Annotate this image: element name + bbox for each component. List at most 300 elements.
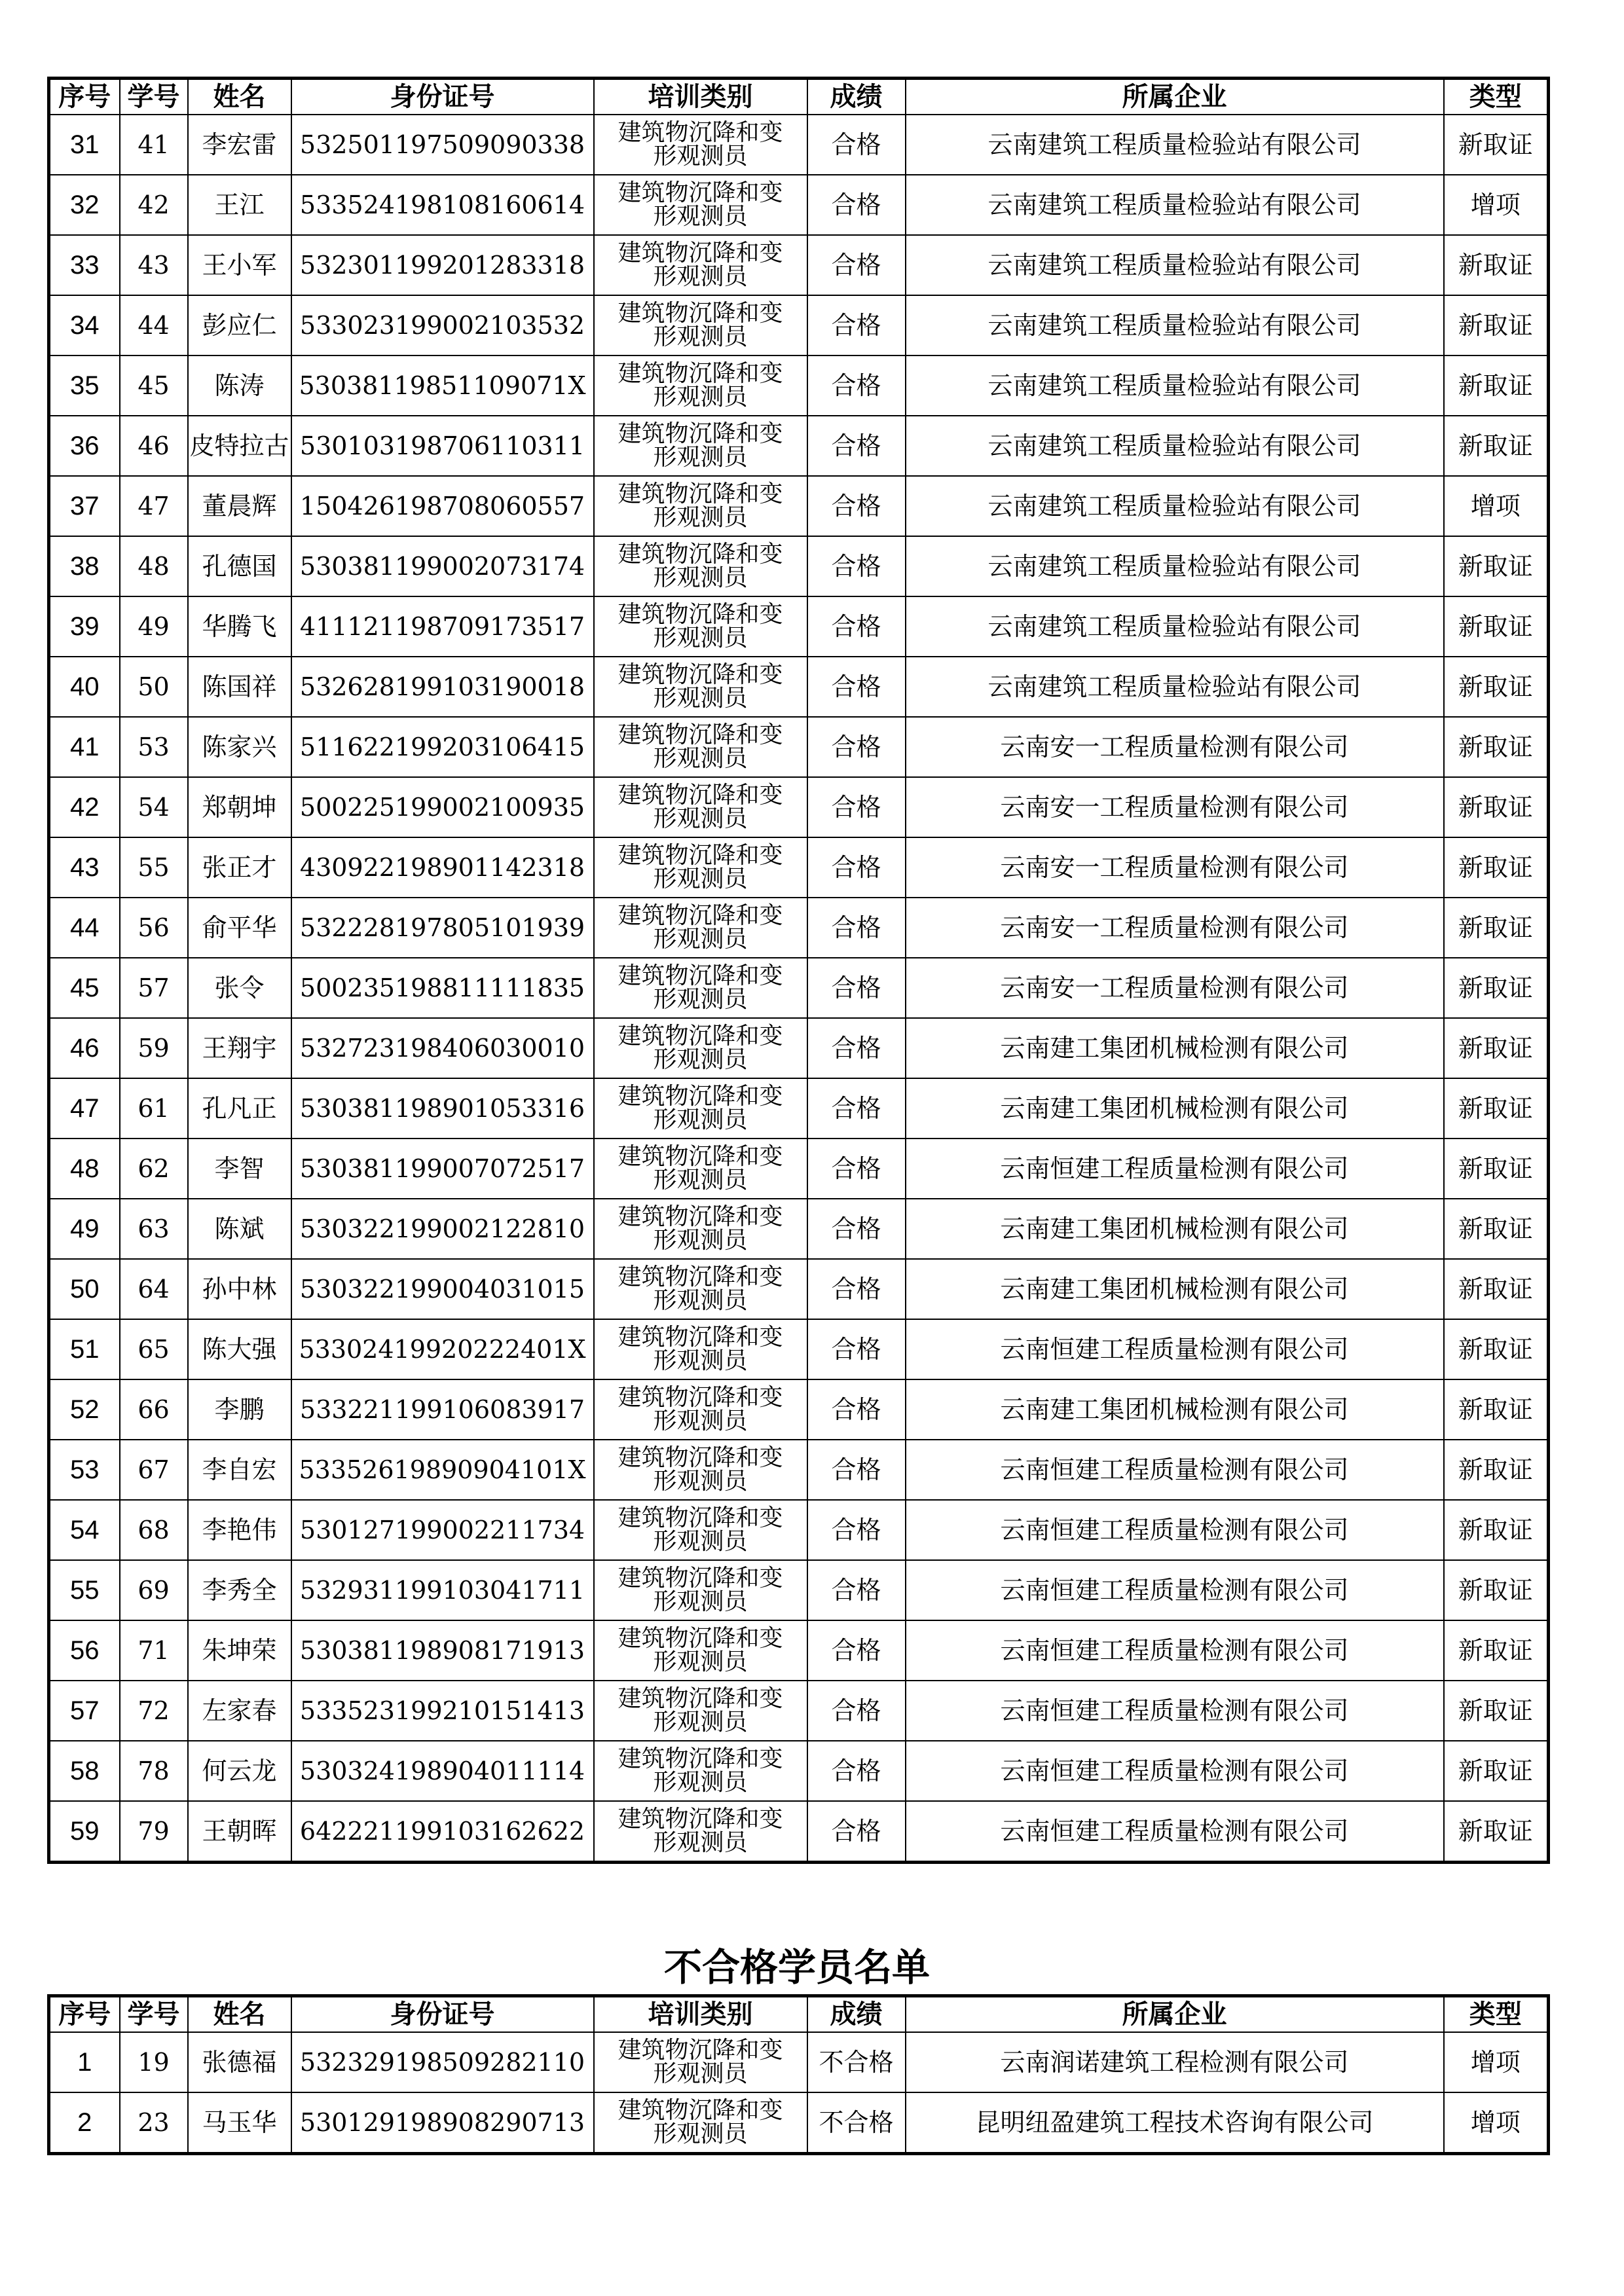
cell-training-category (594, 2092, 807, 2154)
cell-training-category (594, 1741, 807, 1801)
cell-result: 合格 (807, 717, 906, 777)
cell-seq: 36 (49, 416, 120, 476)
table-row (49, 2032, 1549, 2092)
cell-student-no: 79 (120, 1801, 188, 1863)
category-line-1: 建筑物沉降和变 (618, 481, 783, 507)
cell-type: 新取证 (1444, 1440, 1549, 1500)
cell-type: 增项 (1444, 175, 1549, 235)
cell-type: 新取证 (1444, 958, 1549, 1018)
cell-result: 合格 (807, 295, 906, 355)
cell-type: 新取证 (1444, 1620, 1549, 1681)
table-row (49, 416, 1549, 476)
category-line-2: 形观测员 (653, 504, 748, 531)
cell-result: 合格 (807, 536, 906, 596)
cell-result: 合格 (807, 1620, 906, 1681)
cell-student-no: 47 (120, 476, 188, 536)
cell-id-number: 511622199203106415 (291, 717, 594, 777)
cell-seq: 55 (49, 1560, 120, 1620)
cell-result: 合格 (807, 1199, 906, 1259)
cell-id-number: 53302419920222401X (291, 1319, 594, 1379)
cell-company: 云南恒建工程质量检测有限公司 (906, 1319, 1444, 1379)
cell-seq: 46 (49, 1018, 120, 1078)
cell-id-number: 530322199002122810 (291, 1199, 594, 1259)
category-line-1: 建筑物沉降和变 (618, 1324, 783, 1351)
cell-id-number: 411121198709173517 (291, 596, 594, 657)
cell-id-number: 533023199002103532 (291, 295, 594, 355)
cell-type: 新取证 (1444, 295, 1549, 355)
cell-id-number: 530381198901053316 (291, 1078, 594, 1139)
cell-id-number: 642221199103162622 (291, 1801, 594, 1863)
cell-result: 合格 (807, 175, 906, 235)
cell-seq: 32 (49, 175, 120, 235)
cell-result: 合格 (807, 1560, 906, 1620)
header-result: 成绩 (807, 79, 906, 115)
cell-type: 新取证 (1444, 717, 1549, 777)
cell-result: 合格 (807, 1018, 906, 1078)
category-line-1: 建筑物沉降和变 (618, 1625, 783, 1652)
table-row (49, 1139, 1549, 1199)
table-row (49, 958, 1549, 1018)
passed-rows (49, 115, 1549, 1863)
cell-seq: 50 (49, 1259, 120, 1319)
header-type: 类型 (1444, 79, 1549, 115)
cell-name: 陈涛 (188, 355, 291, 416)
table-row (49, 1018, 1549, 1078)
table-row (49, 657, 1549, 717)
category-line-2: 形观测员 (653, 2060, 748, 2087)
cell-name: 张正才 (188, 837, 291, 898)
table-header-row (49, 1996, 1549, 2033)
cell-id-number: 532723198406030010 (291, 1018, 594, 1078)
cell-student-no: 68 (120, 1500, 188, 1560)
cell-student-no: 61 (120, 1078, 188, 1139)
category-line-2: 形观测员 (653, 1347, 748, 1374)
cell-training-category (594, 175, 807, 235)
failed-students-table (47, 1994, 1550, 2155)
table-row (49, 355, 1549, 416)
cell-name: 李鹏 (188, 1379, 291, 1440)
cell-student-no: 41 (120, 115, 188, 175)
cell-result: 合格 (807, 1681, 906, 1741)
cell-name: 孙中林 (188, 1259, 291, 1319)
table-row (49, 1440, 1549, 1500)
cell-result: 合格 (807, 657, 906, 717)
category-line-1: 建筑物沉降和变 (618, 782, 783, 809)
category-line-1: 建筑物沉降和变 (618, 1504, 783, 1531)
cell-type: 新取证 (1444, 1801, 1549, 1863)
category-line-1: 建筑物沉降和变 (618, 119, 783, 146)
cell-id-number: 532301199201283318 (291, 235, 594, 295)
category-line-1: 建筑物沉降和变 (618, 661, 783, 688)
table-row (49, 235, 1549, 295)
table-row (49, 777, 1549, 837)
cell-company: 云南建筑工程质量检验站有限公司 (906, 295, 1444, 355)
category-line-2: 形观测员 (653, 1227, 748, 1254)
category-line-1: 建筑物沉降和变 (618, 2037, 783, 2064)
cell-company: 云南恒建工程质量检测有限公司 (906, 1139, 1444, 1199)
table-row (49, 536, 1549, 596)
cell-name: 陈国祥 (188, 657, 291, 717)
category-line-1: 建筑物沉降和变 (618, 360, 783, 387)
cell-type: 新取证 (1444, 1319, 1549, 1379)
cell-seq: 47 (49, 1078, 120, 1139)
cell-result: 合格 (807, 1139, 906, 1199)
cell-type: 增项 (1444, 2032, 1549, 2092)
cell-student-no: 42 (120, 175, 188, 235)
cell-id-number: 532931199103041711 (291, 1560, 594, 1620)
category-line-2: 形观测员 (653, 564, 748, 591)
cell-student-no: 71 (120, 1620, 188, 1681)
cell-result: 合格 (807, 596, 906, 657)
cell-result: 合格 (807, 115, 906, 175)
header-id-number: 身份证号 (291, 1996, 594, 2033)
cell-training-category (594, 1620, 807, 1681)
cell-name: 何云龙 (188, 1741, 291, 1801)
cell-company: 云南建筑工程质量检验站有限公司 (906, 115, 1444, 175)
cell-company: 云南建工集团机械检测有限公司 (906, 1259, 1444, 1319)
cell-name: 马玉华 (188, 2092, 291, 2154)
category-line-2: 形观测员 (653, 1709, 748, 1736)
category-line-1: 建筑物沉降和变 (618, 962, 783, 989)
cell-seq: 40 (49, 657, 120, 717)
cell-seq: 58 (49, 1741, 120, 1801)
cell-training-category (594, 1560, 807, 1620)
category-line-2: 形观测员 (653, 143, 748, 170)
cell-id-number: 530129198908290713 (291, 2092, 594, 2154)
table-row (49, 175, 1549, 235)
cell-seq: 41 (49, 717, 120, 777)
cell-id-number: 530381198908171913 (291, 1620, 594, 1681)
category-line-2: 形观测员 (653, 323, 748, 350)
cell-student-no: 54 (120, 777, 188, 837)
cell-student-no: 63 (120, 1199, 188, 1259)
category-line-1: 建筑物沉降和变 (618, 1264, 783, 1290)
cell-name: 陈斌 (188, 1199, 291, 1259)
cell-id-number: 500225199002100935 (291, 777, 594, 837)
category-line-2: 形观测员 (653, 1408, 748, 1434)
cell-name: 李秀全 (188, 1560, 291, 1620)
category-line-2: 形观测员 (653, 1528, 748, 1555)
cell-result: 合格 (807, 777, 906, 837)
cell-result: 合格 (807, 1440, 906, 1500)
category-line-1: 建筑物沉降和变 (618, 541, 783, 568)
cell-seq: 57 (49, 1681, 120, 1741)
header-company: 所属企业 (906, 79, 1444, 115)
cell-training-category (594, 295, 807, 355)
cell-company: 云南安一工程质量检测有限公司 (906, 717, 1444, 777)
header-seq: 序号 (49, 1996, 120, 2033)
cell-seq: 33 (49, 235, 120, 295)
cell-type: 新取证 (1444, 1500, 1549, 1560)
category-line-2: 形观测员 (653, 1046, 748, 1073)
category-line-2: 形观测员 (653, 1106, 748, 1133)
cell-name: 郑朝坤 (188, 777, 291, 837)
table-header-row (49, 79, 1549, 115)
cell-id-number: 533524198108160614 (291, 175, 594, 235)
category-line-1: 建筑物沉降和变 (618, 902, 783, 929)
passed-students-table (47, 77, 1550, 1864)
cell-id-number: 533221199106083917 (291, 1379, 594, 1440)
cell-name: 华腾飞 (188, 596, 291, 657)
category-line-2: 形观测员 (653, 1649, 748, 1675)
cell-seq: 35 (49, 355, 120, 416)
cell-training-category (594, 898, 807, 958)
cell-type: 新取证 (1444, 1139, 1549, 1199)
cell-seq: 59 (49, 1801, 120, 1863)
category-line-2: 形观测员 (653, 203, 748, 230)
cell-seq: 42 (49, 777, 120, 837)
cell-training-category (594, 115, 807, 175)
cell-seq: 45 (49, 958, 120, 1018)
category-line-1: 建筑物沉降和变 (618, 300, 783, 327)
cell-type: 新取证 (1444, 536, 1549, 596)
category-line-1: 建筑物沉降和变 (618, 721, 783, 748)
cell-name: 王朝晖 (188, 1801, 291, 1863)
cell-training-category (594, 657, 807, 717)
cell-type: 新取证 (1444, 837, 1549, 898)
cell-type: 新取证 (1444, 777, 1549, 837)
category-line-2: 形观测员 (653, 1829, 748, 1856)
cell-student-no: 78 (120, 1741, 188, 1801)
cell-name: 张德福 (188, 2032, 291, 2092)
category-line-1: 建筑物沉降和变 (618, 240, 783, 266)
category-line-1: 建筑物沉降和变 (618, 1806, 783, 1832)
category-line-2: 形观测员 (653, 444, 748, 471)
cell-seq: 39 (49, 596, 120, 657)
cell-id-number: 500235198811111835 (291, 958, 594, 1018)
category-line-2: 形观测员 (653, 1167, 748, 1194)
cell-student-no: 56 (120, 898, 188, 958)
cell-name: 俞平华 (188, 898, 291, 958)
cell-company: 云南恒建工程质量检测有限公司 (906, 1620, 1444, 1681)
cell-seq: 48 (49, 1139, 120, 1199)
cell-type: 新取证 (1444, 115, 1549, 175)
cell-training-category (594, 777, 807, 837)
cell-result: 合格 (807, 898, 906, 958)
cell-name: 孔凡正 (188, 1078, 291, 1139)
cell-training-category (594, 1078, 807, 1139)
cell-training-category (594, 355, 807, 416)
cell-type: 新取证 (1444, 1681, 1549, 1741)
cell-student-no: 62 (120, 1139, 188, 1199)
category-line-1: 建筑物沉降和变 (618, 842, 783, 869)
category-line-1: 建筑物沉降和变 (618, 179, 783, 206)
category-line-2: 形观测员 (653, 866, 748, 892)
cell-student-no: 44 (120, 295, 188, 355)
cell-name: 左家春 (188, 1681, 291, 1741)
cell-training-category (594, 476, 807, 536)
cell-id-number: 532329198509282110 (291, 2032, 594, 2092)
cell-training-category (594, 1379, 807, 1440)
category-line-2: 形观测员 (653, 1769, 748, 1796)
cell-training-category (594, 536, 807, 596)
cell-id-number: 532228197805101939 (291, 898, 594, 958)
header-company: 所属企业 (906, 1996, 1444, 2033)
cell-company: 云南建筑工程质量检验站有限公司 (906, 235, 1444, 295)
table-row (49, 1319, 1549, 1379)
cell-seq: 52 (49, 1379, 120, 1440)
cell-company: 云南安一工程质量检测有限公司 (906, 958, 1444, 1018)
cell-type: 新取证 (1444, 1018, 1549, 1078)
cell-training-category (594, 1018, 807, 1078)
category-line-1: 建筑物沉降和变 (618, 2097, 783, 2124)
cell-type: 新取证 (1444, 1741, 1549, 1801)
cell-result: 合格 (807, 1078, 906, 1139)
category-line-2: 形观测员 (653, 745, 748, 772)
cell-company: 云南建筑工程质量检验站有限公司 (906, 476, 1444, 536)
cell-type: 新取证 (1444, 416, 1549, 476)
table-row (49, 1620, 1549, 1681)
cell-student-no: 59 (120, 1018, 188, 1078)
cell-student-no: 45 (120, 355, 188, 416)
category-line-1: 建筑物沉降和变 (618, 601, 783, 628)
table-row (49, 717, 1549, 777)
cell-result: 不合格 (807, 2032, 906, 2092)
cell-type: 新取证 (1444, 1199, 1549, 1259)
cell-training-category (594, 2032, 807, 2092)
cell-name: 张令 (188, 958, 291, 1018)
table-row (49, 1199, 1549, 1259)
category-line-2: 形观测员 (653, 986, 748, 1013)
cell-result: 合格 (807, 1500, 906, 1560)
cell-company: 云南恒建工程质量检测有限公司 (906, 1681, 1444, 1741)
cell-company: 云南恒建工程质量检测有限公司 (906, 1741, 1444, 1801)
cell-company: 云南恒建工程质量检测有限公司 (906, 1801, 1444, 1863)
table-row (49, 596, 1549, 657)
cell-name: 皮特拉古 (188, 416, 291, 476)
cell-training-category (594, 717, 807, 777)
header-id-number: 身份证号 (291, 79, 594, 115)
cell-seq: 31 (49, 115, 120, 175)
cell-seq: 37 (49, 476, 120, 536)
cell-student-no: 69 (120, 1560, 188, 1620)
cell-seq: 53 (49, 1440, 120, 1500)
header-name: 姓名 (188, 1996, 291, 2033)
cell-name: 孔德国 (188, 536, 291, 596)
cell-company: 云南建工集团机械检测有限公司 (906, 1018, 1444, 1078)
cell-training-category (594, 958, 807, 1018)
cell-company: 云南建工集团机械检测有限公司 (906, 1379, 1444, 1440)
cell-company: 云南建筑工程质量检验站有限公司 (906, 536, 1444, 596)
cell-id-number: 532628199103190018 (291, 657, 594, 717)
category-line-2: 形观测员 (653, 805, 748, 832)
cell-training-category (594, 596, 807, 657)
header-result: 成绩 (807, 1996, 906, 2033)
cell-seq: 34 (49, 295, 120, 355)
cell-result: 合格 (807, 476, 906, 536)
cell-id-number: 53352619890904101X (291, 1440, 594, 1500)
cell-training-category (594, 1801, 807, 1863)
category-line-1: 建筑物沉降和变 (618, 420, 783, 447)
cell-id-number: 533523199210151413 (291, 1681, 594, 1741)
cell-seq: 2 (49, 2092, 120, 2154)
cell-type: 增项 (1444, 2092, 1549, 2154)
category-line-1: 建筑物沉降和变 (618, 1023, 783, 1049)
category-line-1: 建筑物沉降和变 (618, 1384, 783, 1411)
cell-seq: 49 (49, 1199, 120, 1259)
cell-result: 合格 (807, 1319, 906, 1379)
cell-result: 合格 (807, 235, 906, 295)
cell-seq: 38 (49, 536, 120, 596)
cell-company: 云南恒建工程质量检测有限公司 (906, 1440, 1444, 1500)
cell-result: 合格 (807, 1259, 906, 1319)
cell-type: 新取证 (1444, 898, 1549, 958)
table-row (49, 1379, 1549, 1440)
header-type: 类型 (1444, 1996, 1549, 2033)
cell-name: 李艳伟 (188, 1500, 291, 1560)
cell-type: 新取证 (1444, 1259, 1549, 1319)
cell-name: 陈家兴 (188, 717, 291, 777)
header-training-category: 培训类别 (594, 79, 807, 115)
category-line-1: 建筑物沉降和变 (618, 1685, 783, 1712)
cell-student-no: 49 (120, 596, 188, 657)
table-row (49, 1681, 1549, 1741)
cell-type: 新取证 (1444, 1078, 1549, 1139)
category-line-1: 建筑物沉降和变 (618, 1083, 783, 1110)
cell-seq: 54 (49, 1500, 120, 1560)
cell-student-no: 50 (120, 657, 188, 717)
cell-company: 云南建筑工程质量检验站有限公司 (906, 355, 1444, 416)
cell-name: 彭应仁 (188, 295, 291, 355)
cell-result: 不合格 (807, 2092, 906, 2154)
cell-result: 合格 (807, 355, 906, 416)
table-row (49, 1560, 1549, 1620)
cell-seq: 1 (49, 2032, 120, 2092)
category-line-1: 建筑物沉降和变 (618, 1565, 783, 1592)
cell-student-no: 57 (120, 958, 188, 1018)
cell-training-category (594, 1319, 807, 1379)
category-line-1: 建筑物沉降和变 (618, 1745, 783, 1772)
cell-id-number: 430922198901142318 (291, 837, 594, 898)
cell-training-category (594, 1440, 807, 1500)
cell-result: 合格 (807, 1379, 906, 1440)
cell-company: 云南安一工程质量检测有限公司 (906, 898, 1444, 958)
cell-id-number: 530324198904011114 (291, 1741, 594, 1801)
cell-result: 合格 (807, 1741, 906, 1801)
failed-rows (49, 2032, 1549, 2154)
table-row (49, 837, 1549, 898)
cell-id-number: 150426198708060557 (291, 476, 594, 536)
category-line-1: 建筑物沉降和变 (618, 1203, 783, 1230)
cell-company: 云南建筑工程质量检验站有限公司 (906, 596, 1444, 657)
category-line-1: 建筑物沉降和变 (618, 1444, 783, 1471)
header-name: 姓名 (188, 79, 291, 115)
table-row (49, 476, 1549, 536)
table-row (49, 1259, 1549, 1319)
cell-name: 李自宏 (188, 1440, 291, 1500)
category-line-2: 形观测员 (653, 685, 748, 712)
header-training-category: 培训类别 (594, 1996, 807, 2033)
cell-student-no: 53 (120, 717, 188, 777)
cell-student-no: 19 (120, 2032, 188, 2092)
cell-id-number: 530103198706110311 (291, 416, 594, 476)
category-line-2: 形观测员 (653, 2121, 748, 2147)
cell-id-number: 532501197509090338 (291, 115, 594, 175)
cell-company: 云南建筑工程质量检验站有限公司 (906, 657, 1444, 717)
cell-student-no: 55 (120, 837, 188, 898)
cell-company: 云南建工集团机械检测有限公司 (906, 1199, 1444, 1259)
header-student-no: 学号 (120, 1996, 188, 2033)
category-line-2: 形观测员 (653, 384, 748, 410)
cell-type: 新取证 (1444, 1379, 1549, 1440)
cell-company: 云南润诺建筑工程检测有限公司 (906, 2032, 1444, 2092)
cell-type: 新取证 (1444, 355, 1549, 416)
cell-training-category (594, 837, 807, 898)
cell-name: 董晨辉 (188, 476, 291, 536)
category-line-2: 形观测员 (653, 625, 748, 651)
table-row (49, 1500, 1549, 1560)
cell-name: 王翔宇 (188, 1018, 291, 1078)
